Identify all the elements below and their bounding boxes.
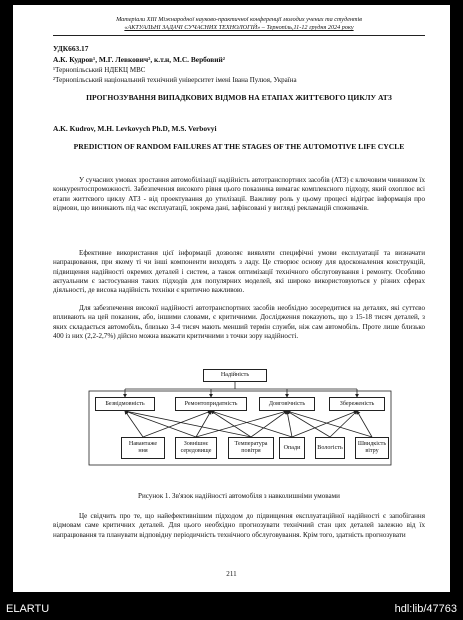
paragraph-1-text: У сучасних умовах зростання автомобілізації надійність автотранспортних засобів (АТЗ) є ключовим чинником їх конкурентоспроможності. Забезпечення високого рівня цього показника вимагає комплексного підходу, який охоплює всі етапи життєвого циклу АТЗ - від проектування до утилізації. Важливу роль у цьому процесі відіграє інформація про відмови, що виникають під час експлуатації, зокрема дані, зафіксовані у вигляді рекламацій споживачів. <box>53 176 425 212</box>
factor-3-to-property-1 <box>211 411 292 437</box>
diagram-connectors <box>77 367 393 487</box>
conference-header <box>53 16 425 32</box>
page-number: 211 <box>226 570 237 578</box>
header-line-1: Матеріали XIII Міжнародної науково-практичної конференції молодих учених та студентів <box>116 16 362 23</box>
affiliation-2: ²Тернопільський національний технічний університет імені Івана Пулюя, Україна <box>53 76 297 84</box>
footer-repository-label: ELARTU <box>6 603 50 615</box>
diagram-factor-node: Вологість <box>315 437 345 459</box>
paragraph-4-text: Це свідчить про те, що найефективнішим підходом до підвищення експлуатаційної надійності є запобігання відмовам саме критичних деталей. Для цього необхідно прогнозувати технічний стан цих деталей залежно від їх напрацювання та планувати відповідну періодичність технічного обслуговування. Крім того, здатність прогнозувати <box>53 512 425 539</box>
diagram-property-node: Безвідмовність <box>95 397 155 411</box>
paragraph-3-text: Для забезпечення високої надійності автотранспортних засобів необхідно зосередитися на деталях, які суттєво впливають на цей показник, або, іншими словами, є критичними. Дослідження показують, що з 15-18 тисяч деталей, з яких складається автомобіль, близько 3-4 тисяч мають менший термін служби, ніж сам автомобіль. Проте лише близько 400 із них (2,2-2,7%) дійсно можна вважати критичними з точки зору надійності. <box>53 304 425 340</box>
factor-3-to-property-3 <box>292 411 357 437</box>
factor-4-to-property-3 <box>330 411 357 437</box>
diagram-property-node: Довговічність <box>259 397 315 411</box>
diagram-property-node: Ремонтопридатність <box>175 397 247 411</box>
paragraph-4 <box>53 512 425 540</box>
paragraph-1 <box>53 176 425 213</box>
title-ua: ПРОГНОЗУВАННЯ ВИПАДКОВИХ ВІДМОВ НА ЕТАПАХ ЖИТТЄВОГО ЦИКЛУ АТЗ <box>86 93 392 102</box>
diagram-factor-node: Навантаже ння <box>121 437 165 459</box>
reliability-diagram <box>77 367 393 487</box>
diagram-property-node: Збереженість <box>329 397 385 411</box>
authors-ua: А.К. Кудров¹, М.Г. Левкович², к.т.н, М.С. Вербовий² <box>53 55 226 64</box>
udk-code: УДК663.17 <box>53 44 89 53</box>
title-en: PREDICTION OF RANDOM FAILURES AT THE STAGES OF THE AUTOMOTIVE LIFE CYCLE <box>73 142 405 151</box>
header-rule <box>53 35 425 36</box>
affiliation-1: ¹Тернопільський НДЕКЦ МВС <box>53 66 146 74</box>
diagram-factor-node: Температура повітря <box>228 437 274 459</box>
footer-handle: hdl:lib/47763 <box>394 603 457 615</box>
diagram-factor-node: Опади <box>279 437 305 459</box>
figure-caption: Рисунок 1. Зв'язок надійності автомобіля з навколишніми умовами <box>138 492 340 500</box>
factor-2-to-property-0 <box>125 411 251 437</box>
paragraph-2 <box>53 249 425 295</box>
factor-0-to-property-1 <box>143 411 211 437</box>
paragraph-3 <box>53 304 425 341</box>
paper-page <box>13 5 450 592</box>
authors-en: A.K. Kudrov, M.H. Levkovych Ph.D, M.S. Verbovyi <box>53 124 217 133</box>
factor-0-to-property-0 <box>125 411 143 437</box>
factor-1-to-property-0 <box>125 411 196 437</box>
diagram-factor-node: Зовнішнє середовище <box>175 437 217 459</box>
factor-2-to-property-2 <box>251 411 287 437</box>
factor-3-to-property-2 <box>287 411 292 437</box>
paragraph-2-text: Ефективне використання цієї інформації дозволяє виявляти специфічні умови експлуатації та визначати напрацювання, при якому ті чи інші компоненти виходять з ладу. Це створює основу для вдосконалення конструкцій, підвищення надійності окремих деталей і систем, а також оптимізації технічного обслуговування і ремонту. Особливо актуальним є застосування таких підходів для популярних моделей, які широко використовуються у різних сферах діяльності, де висока надійність техніки є критично важливою. <box>53 249 425 295</box>
diagram-root-node: Надійність <box>203 369 267 382</box>
diagram-factor-node: Швидкість вітру <box>355 437 389 459</box>
header-line-2: «АКТУАЛЬНІ ЗАДАЧІ СУЧАСНИХ ТЕХНОЛОГІЙ» – Тернопіль,11-12 грудня 2024 року <box>124 24 354 31</box>
factor-1-to-property-2 <box>196 411 287 437</box>
